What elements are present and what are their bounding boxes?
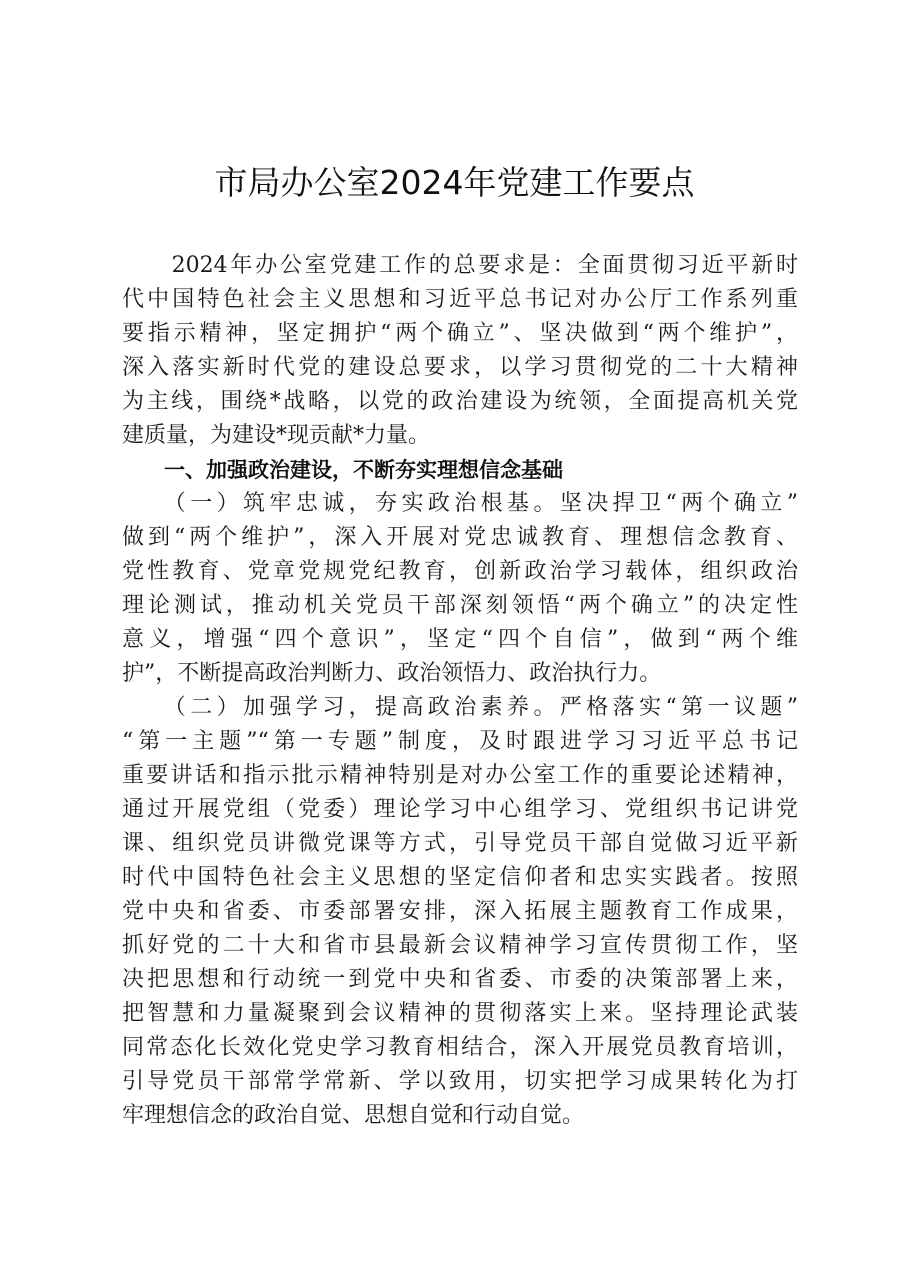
- paragraph-line: 建质量，为建设*现贡献*力量。: [122, 423, 431, 448]
- paragraph-line: 时代中国特色社会主义思想的坚定信仰者和忠实实践者。按照: [122, 865, 798, 890]
- document-body: [122, 249, 798, 1133]
- paragraph-line: 引导党员干部常学常新、学以致用，切实把学习成果转化为打: [122, 1069, 798, 1094]
- heading-text-line: 一、加强政治建设，不断夯实理想信念基础: [122, 458, 563, 482]
- paragraph-line: （一）筑牢忠诚，夯实政治根基。坚决捍卫“两个确立”: [122, 491, 798, 516]
- paragraph: [122, 249, 798, 453]
- paragraph-line: 要指示精神，坚定拥护“两个确立”、坚决做到“两个维护”，: [122, 321, 798, 346]
- paragraph-line: 同常态化长效化党史学习教育相结合，深入开展党员教育培训，: [122, 1035, 798, 1060]
- paragraph-line: 为主线，围绕*战略，以党的政治建设为统领，全面提高机关党: [122, 389, 798, 414]
- paragraph-line: 党性教育、党章党规党纪教育，创新政治学习载体，组织政治: [122, 559, 798, 584]
- paragraph: [122, 691, 798, 1133]
- document-title: 市局办公室2024年党建工作要点: [214, 163, 695, 202]
- paragraph-line: 代中国特色社会主义思想和习近平总书记对办公厅工作系列重: [122, 287, 798, 312]
- paragraph-line: 做到“两个维护”，深入开展对党忠诚教育、理想信念教育、: [122, 525, 798, 550]
- paragraph: [122, 487, 798, 691]
- paragraph-line: 课、组织党员讲微党课等方式，引导党员干部自觉做习近平新: [122, 831, 798, 856]
- paragraph-line: 意义，增强“四个意识”，坚定“四个自信”，做到“两个维: [122, 627, 798, 652]
- paragraph-line: 重要讲话和指示批示精神特别是对办公室工作的重要论述精神，: [122, 763, 798, 788]
- paragraph-line: 决把思想和行动统一到党中央和省委、市委的决策部署上来，: [122, 967, 798, 992]
- paragraph-line: 牢理想信念的政治自觉、思想自觉和行动自觉。: [122, 1103, 585, 1128]
- paragraph-line: （二）加强学习，提高政治素养。严格落实“第一议题”: [122, 695, 798, 720]
- paragraph-line: 抓好党的二十大和省市县最新会议精神学习宣传贯彻工作，坚: [122, 933, 798, 958]
- paragraph-line: “第一主题”“第一专题”制度，及时跟进学习习近平总书记: [122, 729, 798, 754]
- paragraph-line: 2024年办公室党建工作的总要求是：全面贯彻习近平新时: [122, 253, 798, 278]
- paragraph-line: 把智慧和力量凝聚到会议精神的贯彻落实上来。坚持理论武装: [122, 1001, 798, 1026]
- paragraph-line: 通过开展党组（党委）理论学习中心组学习、党组织书记讲党: [122, 797, 798, 822]
- section-heading: [122, 453, 798, 487]
- paragraph-line: 党中央和省委、市委部署安排，深入拓展主题教育工作成果，: [122, 899, 798, 924]
- paragraph-line: 理论测试，推动机关党员干部深刻领悟“两个确立”的决定性: [122, 593, 798, 618]
- paragraph-line: 护”，不断提高政治判断力、政治领悟力、政治执行力。: [122, 661, 662, 686]
- paragraph-line: 深入落实新时代党的建设总要求，以学习贯彻党的二十大精神: [122, 355, 798, 380]
